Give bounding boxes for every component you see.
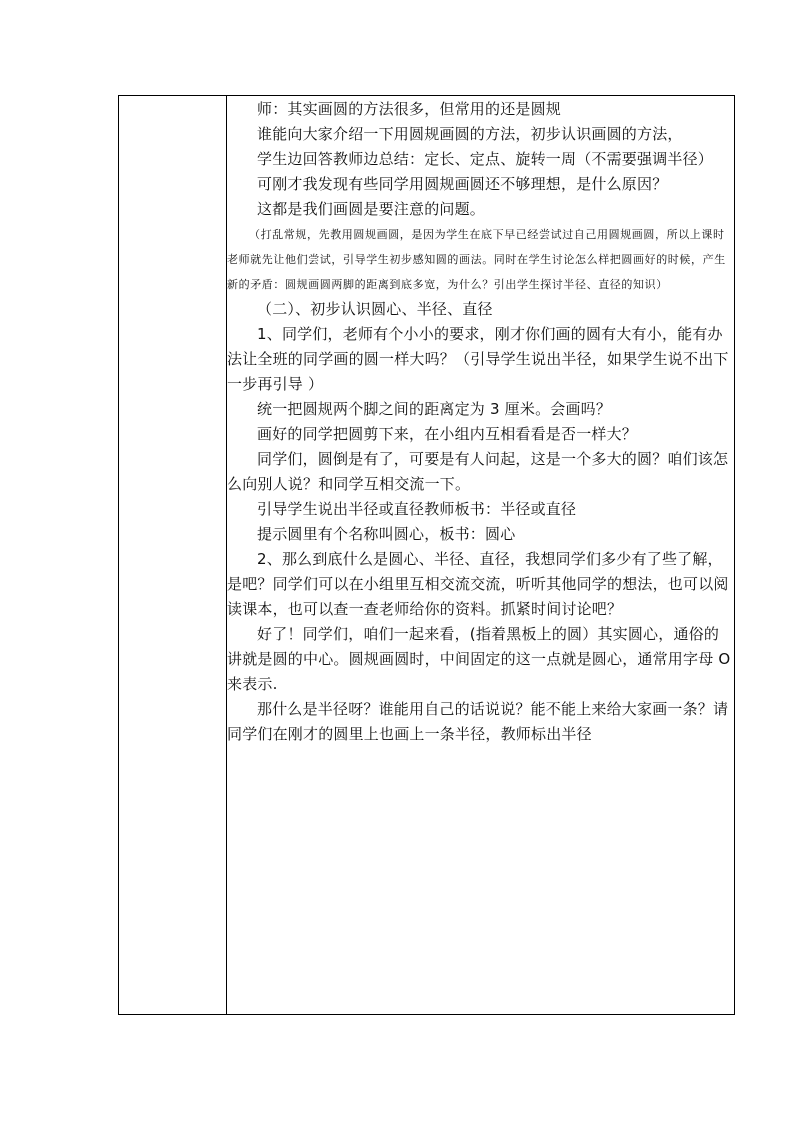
paragraph: 师：其实画圆的方法很多，但常用的还是圆规 [257, 100, 562, 118]
section-heading: （二）、初步认识圆心、半径、直径 [257, 300, 493, 318]
lesson-plan-table [118, 95, 735, 1015]
paragraph: 统一把圆规两个脚之间的距离定为 3 厘米。会画吗？ [257, 400, 612, 418]
paragraph: 那什么是半径呀？谁能用自己的话说说？能不能上来给大家画一条？请同学们在刚才的圆里上也画上一条半径，教师标出半径 [227, 700, 729, 743]
paragraph: 好了！同学们，咱们一起来看，(指着黑板上的圆）其实圆心，通俗的讲就是圆的中心。圆规画圆时，中间固定的这一点就是圆心，通常用字母 O 来表示. [227, 625, 731, 693]
paragraph: 画好的同学把圆剪下来，在小组内互相看看是否一样大？ [257, 425, 638, 443]
table-row [119, 96, 735, 1015]
paragraph: 这都是我们画圆是要注意的问题。 [257, 200, 486, 218]
paragraph: 引导学生说出半径或直径教师板书：半径或直径 [257, 500, 577, 518]
left-column-cell [119, 96, 227, 1015]
paragraph: 1、同学们，老师有个小小的要求，刚才你们画的圆有大有小，能有办法让全班的同学画的圆一样大吗？（引导学生说出半径，如果学生说不出下一步再引导 ） [227, 325, 729, 393]
paragraph: 2、那么到底什么是圆心、半径、直径，我想同学们多少有了些了解，是吧？同学们可以在小组里互相交流交流，听听其他同学的想法，也可以阅读课本，也可以查一查老师给你的资料。抓紧时间讨论吧？ [227, 550, 729, 618]
teaching-note: （打乱常规，先教用圆规画圆，是因为学生在底下早已经尝试过自己用圆规画圆，所以上课时老师就先让他们尝试，引导学生初步感知圆的画法。同时在学生讨论怎么样把圆画好的时候，产生新的矛盾：圆规画圆两脚的距离到底多宽，为什么？引出学生探讨半径、直径的知识） [227, 228, 726, 291]
paragraph: 可刚才我发现有些同学用圆规画圆还不够理想，是什么原因？ [257, 175, 668, 193]
paragraph: 谁能向大家介绍一下用圆规画圆的方法，初步认识画圆的方法， [257, 125, 683, 143]
paragraph: 同学们，圆倒是有了，可要是有人问起，这是一个多大的圆？咱们该怎么向别人说？和同学互相交流一下。 [227, 450, 729, 493]
lesson-content-cell [227, 96, 735, 1015]
lesson-content [227, 96, 734, 747]
paragraph: 提示圆里有个名称叫圆心，板书：圆心 [257, 525, 516, 543]
paragraph: 学生边回答教师边总结：定长、定点、旋转一周（不需要强调半径） [257, 150, 714, 168]
